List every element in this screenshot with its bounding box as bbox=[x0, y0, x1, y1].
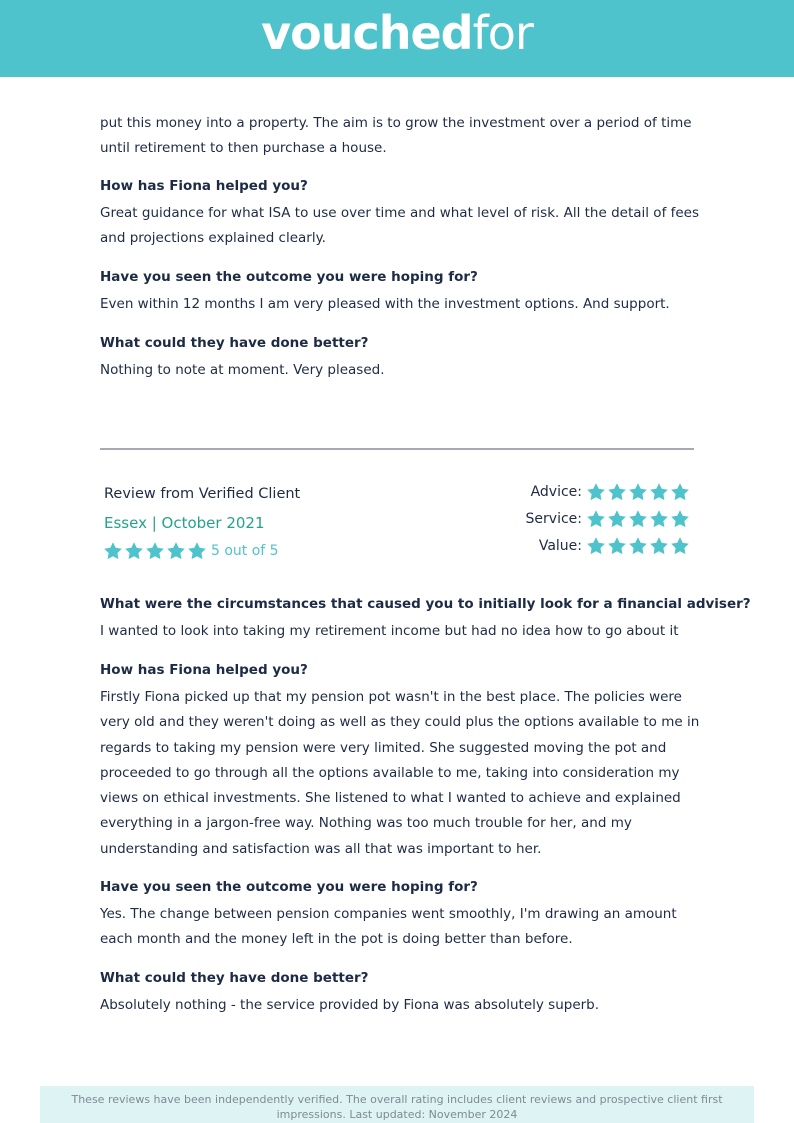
star-icon bbox=[124, 541, 144, 561]
header-bar bbox=[0, 0, 794, 77]
star-icon bbox=[607, 509, 627, 529]
star-icon bbox=[649, 536, 669, 556]
rating-value bbox=[539, 535, 691, 557]
review2-question-3: Have you seen the outcome you were hoping for? bbox=[100, 879, 478, 895]
rating-service bbox=[526, 508, 691, 530]
review2-question-4: What could they have done better? bbox=[100, 970, 369, 986]
overall-rating-text: 5 out of 5 bbox=[211, 543, 279, 559]
rating-value-label: Value: bbox=[538, 538, 582, 554]
review2-answer-3: Yes. The change between pension companies went smoothly, I'm drawing an amount each month and the money left in the pot is doing better than before. bbox=[100, 906, 677, 948]
review2-answer-2: Firstly Fiona picked up that my pension pot wasn't in the best place. The policies were very old and they weren't doing as well as they could plus the options available to me in regards to taking my pension were very limited. She suggested moving the pot and proceeded to go through all the options available to me, taking into consideration my views on ethical investments. She listened to what I wanted to achieve and explained everything in a jargon-free way. Nothing was too much trouble for her, and my understanding and satisfaction was all that was important to her. bbox=[100, 689, 700, 857]
review2-question-2: How has Fiona helped you? bbox=[100, 662, 308, 678]
review1-question-4: What could they have done better? bbox=[100, 335, 369, 351]
star-icon bbox=[628, 536, 648, 556]
star-icon bbox=[145, 541, 165, 561]
star-icon bbox=[103, 541, 123, 561]
overall-rating bbox=[103, 540, 279, 562]
review-location-date: Essex | October 2021 bbox=[104, 514, 265, 532]
star-icon bbox=[586, 509, 606, 529]
review2-answer-4: Absolutely nothing - the service provided by Fiona was absolutely superb. bbox=[100, 997, 600, 1013]
review2-question-1: What were the circumstances that caused you to initially look for a financial adviser? bbox=[100, 596, 751, 612]
verification-footer: These reviews have been independently verified. The overall rating includes client reviews and prospective client first impressions. Last updated: November 2024 bbox=[40, 1086, 754, 1123]
star-icon bbox=[670, 536, 690, 556]
rating-service-label: Service: bbox=[525, 511, 582, 527]
review-title: Review from Verified Client bbox=[104, 486, 301, 502]
star-icon bbox=[586, 536, 606, 556]
star-icon bbox=[586, 482, 606, 502]
star-icon bbox=[166, 541, 186, 561]
review1-answer-2: Great guidance for what ISA to use over time and what level of risk. All the detail of fees and projections explained clearly. bbox=[100, 205, 700, 247]
star-icon bbox=[649, 509, 669, 529]
review1-answer-4: Nothing to note at moment. Very pleased. bbox=[100, 362, 385, 378]
review1-answer-3: Even within 12 months I am very pleased with the investment options. And support. bbox=[100, 296, 670, 312]
star-icon bbox=[628, 509, 648, 529]
star-icon bbox=[187, 541, 207, 561]
star-icon bbox=[670, 509, 690, 529]
star-icon bbox=[670, 482, 690, 502]
vouchedfor-logo: vouchedfor bbox=[261, 6, 533, 60]
review1-question-2: How has Fiona helped you? bbox=[100, 178, 308, 194]
rating-advice-label: Advice: bbox=[530, 484, 582, 500]
review1-continued-answer: put this money into a property. The aim is to grow the investment over a period of time until retirement to then purchase a house. bbox=[100, 115, 692, 157]
review1-question-3: Have you seen the outcome you were hoping for? bbox=[100, 269, 478, 285]
rating-service-stars bbox=[586, 509, 691, 529]
review-divider bbox=[100, 448, 694, 450]
rating-value-stars bbox=[586, 536, 691, 556]
overall-rating-stars bbox=[103, 541, 208, 561]
star-icon bbox=[649, 482, 669, 502]
review2-answer-1: I wanted to look into taking my retirement income but had no idea how to go about it bbox=[100, 623, 679, 639]
rating-advice bbox=[531, 481, 691, 503]
star-icon bbox=[628, 482, 648, 502]
rating-advice-stars bbox=[586, 482, 691, 502]
star-icon bbox=[607, 482, 627, 502]
star-icon bbox=[607, 536, 627, 556]
